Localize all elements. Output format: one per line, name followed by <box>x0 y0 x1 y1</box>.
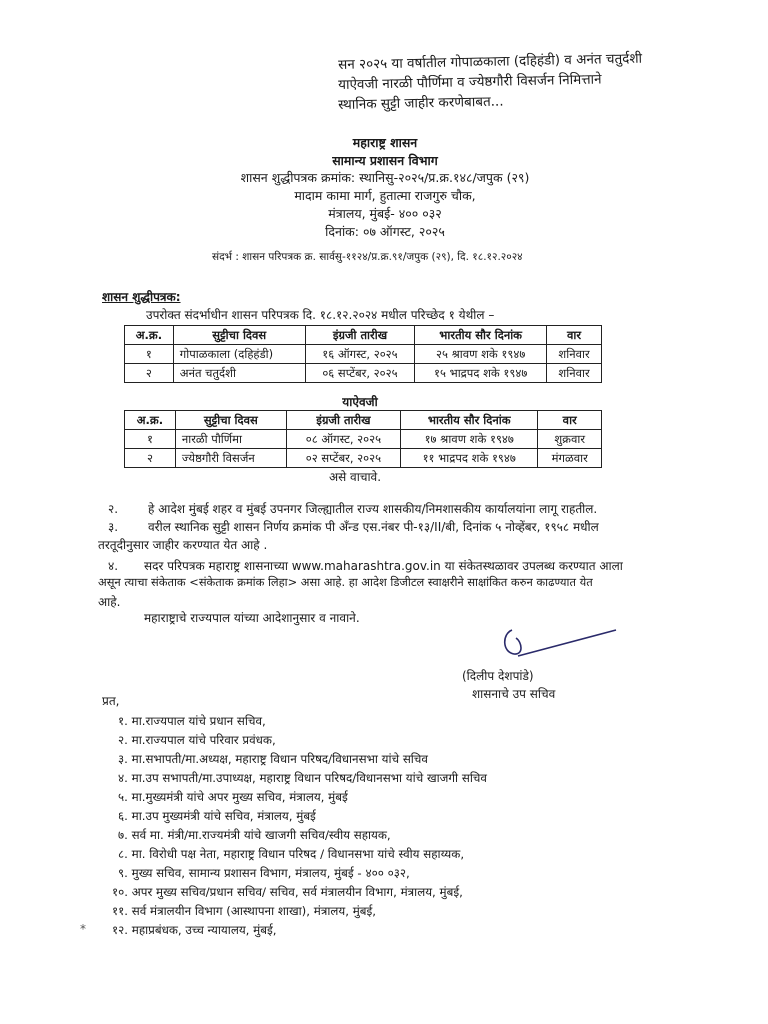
table-header-row <box>125 411 602 430</box>
header-day: वार <box>538 411 602 430</box>
reference-line: संदर्भ : शासन परिपत्रक क्र. सार्वसु-११२४/प्र.क्र.९१/जपुक (२९), दि. १८.१२.२०२४ <box>212 251 523 263</box>
header-english-date: इंग्रजी तारीख <box>305 326 415 345</box>
cell-sr: १ <box>125 345 174 364</box>
para-3-line-1: वरील स्थानिक सुट्टी शासन निर्णय क्रमांक पी अँन्ड एस.नंबर पी-१३/II/बी, दिनांक ५ नोव्हेंबर, १९५८ मधील <box>148 520 599 534</box>
para-2-text: हे आदेश मुंबई शहर व मुंबई उपनगर जिल्ह्यातील राज्य शासकीय/निमशासकीय कार्यालयांना लागू राहतील. <box>148 502 598 516</box>
para-3-number: ३. <box>108 520 119 534</box>
cell-holiday: ज्येष्ठगौरी विसर्जन <box>175 449 286 468</box>
holiday-table-original <box>124 325 602 383</box>
cell-holiday: अनंत चतुर्दशी <box>173 364 305 383</box>
cell-day: शुक्रवार <box>538 430 602 449</box>
department-title: सामान्य प्रशासन विभाग <box>332 153 438 168</box>
header-english-date: इंग्रजी तारीख <box>286 411 400 430</box>
corrigendum-number: शासन शुद्धीपत्रक क्रमांक: स्थानिसु-२०२५/प्र.क्र.१४८/जपुक (२९) <box>240 170 530 185</box>
government-title: महाराष्ट्र शासन <box>352 135 418 150</box>
cell-day: शनिवार <box>547 364 602 383</box>
table-row <box>125 449 602 468</box>
cell-english-date: ०८ ऑगस्ट, २०२५ <box>286 430 400 449</box>
read-as-label: असे वाचावे. <box>328 470 382 484</box>
cell-indian-date: १७ श्रावण शके १९४७ <box>401 430 538 449</box>
cell-english-date: १६ ऑगस्ट, २०२५ <box>305 345 415 364</box>
signatory-designation: शासनाचे उप सचिव <box>472 687 556 701</box>
list-item: ३. मा.सभापती/मा.अध्यक्ष, महाराष्ट्र विधान परिषद/विधानसभा यांचे सचिव <box>118 752 428 766</box>
cell-day: शनिवार <box>547 345 602 364</box>
issue-date: दिनांक: ०७ ऑगस्ट, २०२५ <box>325 224 445 239</box>
list-item: ११. सर्व मंत्रालयीन विभाग (आस्थापना शाखा), मंत्रालय, मुंबई, <box>112 904 377 918</box>
header-holiday: सुट्टीचा दिवस <box>173 326 305 345</box>
list-item: ७. सर्व मा. मंत्री/मा.राज्यमंत्री यांचे खाजगी सचिव/स्वीय सहायक, <box>118 828 391 842</box>
cell-indian-date: १५ भाद्रपद शके १९४७ <box>415 364 547 383</box>
para-2-number: २. <box>108 502 119 516</box>
list-item: ९. मुख्य सचिव, सामान्य प्रशासन विभाग, मंत्रालय, मुंबई - ४०० ०३२, <box>118 866 410 880</box>
holiday-table-replacement <box>124 410 602 468</box>
cell-sr: १ <box>125 430 176 449</box>
signatory-name: (दिलीप देशपांडे) <box>462 669 534 683</box>
list-item: १२. महाप्रबंधक, उच्च न्यायालय, मुंबई, <box>112 923 277 937</box>
table-row <box>125 430 602 449</box>
header-sr: अ.क्र. <box>125 326 174 345</box>
cell-sr: २ <box>125 449 176 468</box>
signature-mark <box>498 622 618 670</box>
para-4-line-3: आहे. <box>98 595 121 609</box>
cell-indian-date: ११ भाद्रपद शके १९४७ <box>401 449 538 468</box>
list-item: ४. मा.उप सभापती/मा.उपाध्यक्ष, महाराष्ट्र विधान परिषद/विधानसभा यांचे खाजगी सचिव <box>118 771 487 785</box>
list-item: २. मा.राज्यपाल यांचे परिवार प्रवंधक, <box>118 733 276 747</box>
instead-label: याऐवजी <box>342 395 378 409</box>
list-item: ८. मा. विरोधी पक्ष नेता, महाराष्ट्र विधान परिषद / विधानसभा यांचे स्वीय सहाय्यक, <box>118 847 465 861</box>
list-item: १०. अपर मुख्य सचिव/प्रधान सचिव/ सचिव, सर्व मंत्रालयीन विभाग, मंत्रालय, मुंबई, <box>112 885 463 899</box>
section-title: शासन शुद्धीपत्रक: <box>102 290 181 304</box>
cell-day: मंगळवार <box>538 449 602 468</box>
header-day: वार <box>547 326 602 345</box>
subject-line-2: याऐवजी नारळी पौर्णिमा व ज्येष्ठगौरी विसर्जन निमित्ताने <box>338 71 602 93</box>
cell-indian-date: २५ श्रावण शके १९४७ <box>415 345 547 364</box>
cell-english-date: ०६ सप्टेंबर, २०२५ <box>305 364 415 383</box>
subject-line-3: स्थानिक सुट्टी जाहीर करणेबाबत... <box>338 93 504 113</box>
office-address: मादाम कामा मार्ग, हुतात्मा राजगुरु चौक, <box>294 188 476 203</box>
cell-sr: २ <box>125 364 174 383</box>
margin-mark: * <box>80 922 86 936</box>
to-label: प्रत, <box>102 694 120 708</box>
header-indian-date: भारतीय सौर दिनांक <box>401 411 538 430</box>
table-header-row <box>125 326 602 345</box>
header-holiday: सुट्टीचा दिवस <box>175 411 286 430</box>
cell-english-date: ०२ सप्टेंबर, २०२५ <box>286 449 400 468</box>
para-4-line-2: असून त्याचा संकेताक <संकेताक क्रमांक लिहा> असा आहे. हा आदेश डिजीटल स्वाक्षरीने साक्षांकित करुन काढण्यात येत <box>98 575 593 589</box>
list-item: १. मा.राज्यपाल यांचे प्रधान सचिव, <box>118 714 266 728</box>
ministry-address: मंत्रालय, मुंबई- ४०० ०३२ <box>328 206 442 221</box>
para-4-line-1: सदर परिपत्रक महाराष्ट्र शासनाच्या www.maharashtra.gov.in या संकेतस्थळावर उपलब्ध करण्यात आला <box>144 559 623 573</box>
cell-holiday: गोपाळकाला (दहिहंडी) <box>173 345 305 364</box>
subject-line-1: सन २०२५ या वर्षातील गोपाळकाला (दहिहंडी) व अनंत चतुर्दशी <box>338 50 643 73</box>
para-4-number: ४. <box>108 559 119 573</box>
header-sr: अ.क्र. <box>125 411 176 430</box>
list-item: ५. मा.मुख्यमंत्री यांचे अपर मुख्य सचिव, मंत्रालय, मुंबई <box>118 790 348 804</box>
table-row <box>125 345 602 364</box>
cell-holiday: नारळी पौर्णिमा <box>175 430 286 449</box>
governor-order-line: महाराष्ट्राचे राज्यपाल यांच्या आदेशानुसार व नावाने. <box>144 611 360 625</box>
list-item: ६. मा.उप मुख्यमंत्री यांचे सचिव, मंत्रालय, मुंबई <box>118 809 316 823</box>
table-row <box>125 364 602 383</box>
para-3-line-2: तरतूदीनुसार जाहीर करण्यात येत आहे . <box>98 538 268 552</box>
intro-line: उपरोक्त संदर्भाधीन शासन परिपत्रक दि. १८.१२.२०२४ मधील परिच्छेद १ येथील – <box>146 308 495 322</box>
header-indian-date: भारतीय सौर दिनांक <box>415 326 547 345</box>
